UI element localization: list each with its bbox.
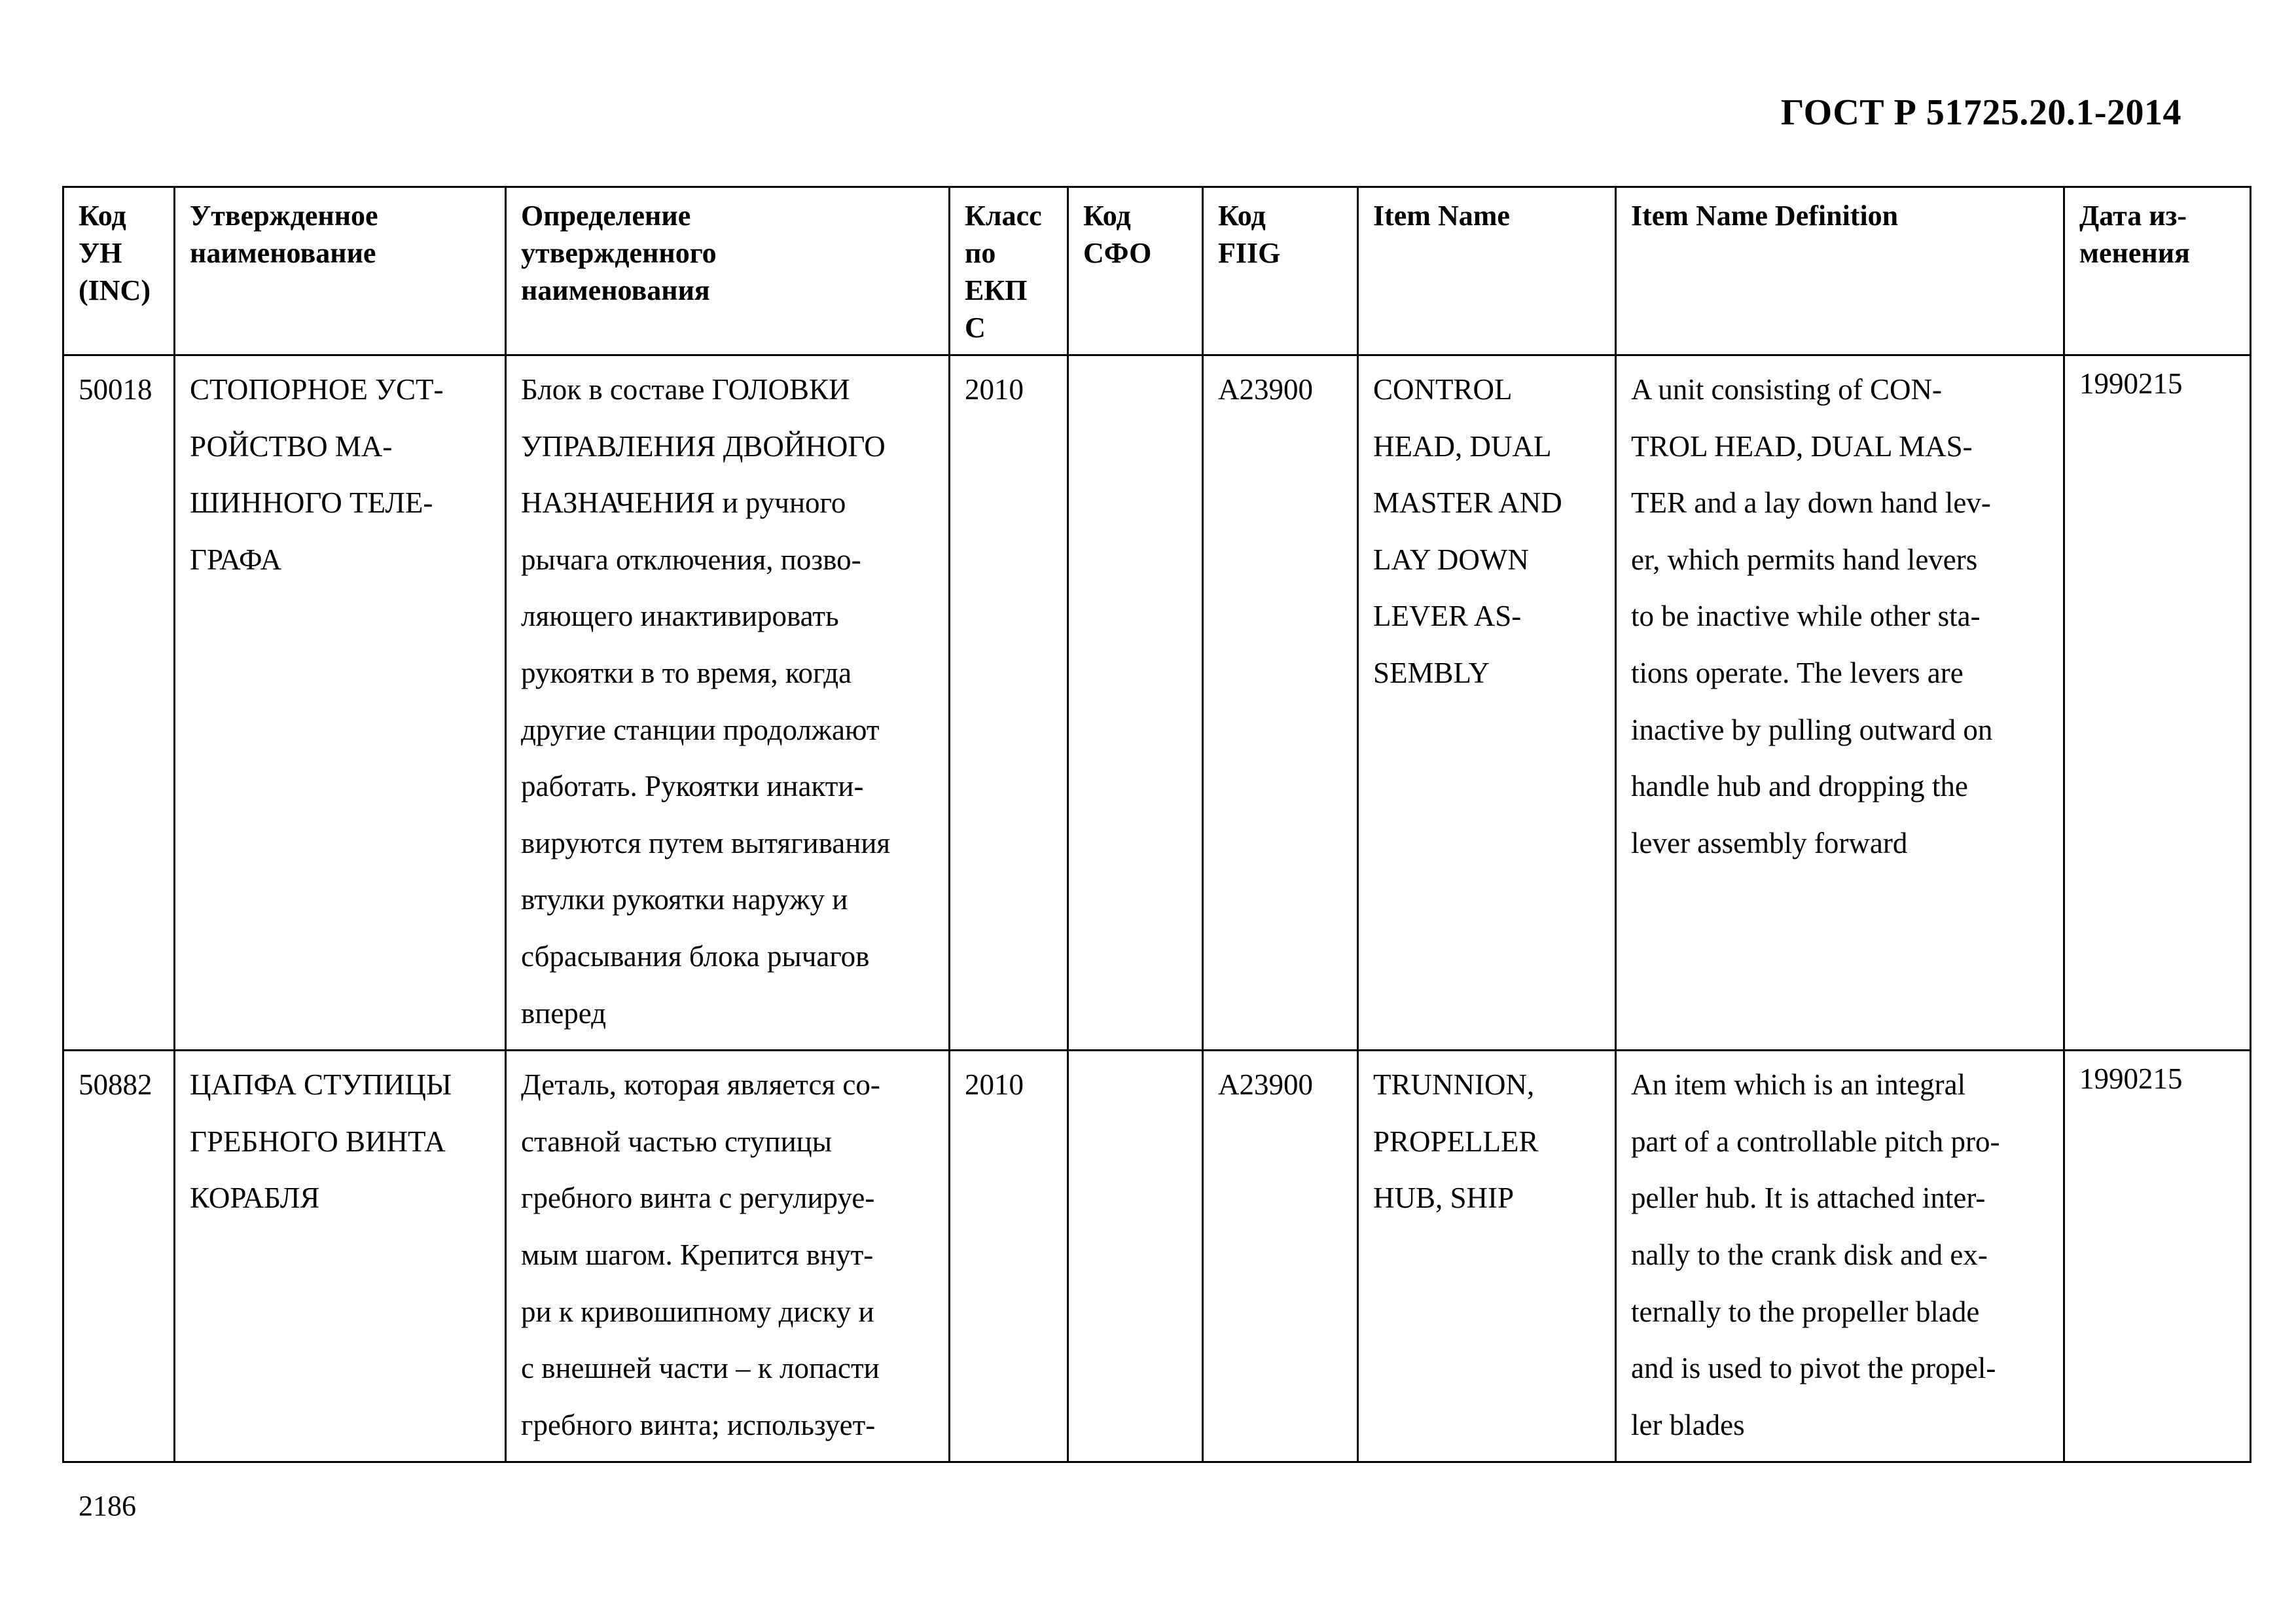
column-header-change-date: Дата из- менения — [2064, 187, 2251, 355]
table-row — [63, 1051, 2251, 1462]
cell-fiig-code: A23900 — [1203, 355, 1358, 1051]
cell-change-date: 1990215 — [2064, 355, 2251, 1051]
table-header-row — [63, 187, 2251, 355]
cell-sfo-code — [1068, 355, 1203, 1051]
column-header-approved-name: Утвержденное наименование — [175, 187, 506, 355]
cell-approved-name: СТОПОРНОЕ УСТ- РОЙСТВО МА- ШИННОГО ТЕЛЕ- ГРАФА — [175, 355, 506, 1051]
cell-item-name-definition: An item which is an integral part of a controllable pitch pro- peller hub. It is attached inter- nally to the crank disk and ex- ternally to the propeller blade and is used to pivot the propel- ler blades — [1616, 1051, 2064, 1462]
cell-class: 2010 — [950, 1051, 1068, 1462]
cell-definition: Деталь, которая является со- ставной частью ступицы гребного винта с регулируе- мым шагом. Крепится внут- ри к кривошипному диску и с внешней части – к лопасти гребного винта; использует- — [506, 1051, 950, 1462]
item-name-registry-table — [62, 186, 2251, 1463]
cell-approved-name: ЦАПФА СТУПИЦЫ ГРЕБНОГО ВИНТА КОРАБЛЯ — [175, 1051, 506, 1462]
cell-item-name: CONTROL HEAD, DUAL MASTER AND LAY DOWN LEVER AS- SEMBLY — [1358, 355, 1616, 1051]
column-header-inc: Код УН (INC) — [63, 187, 175, 355]
cell-class: 2010 — [950, 355, 1068, 1051]
table-row — [63, 355, 2251, 1051]
cell-item-name-definition: A unit consisting of CON- TROL HEAD, DUAL MAS- TER and a lay down hand lev- er, which permits hand levers to be inactive while other sta- tions operate. The levers are inactive by pulling outward on handle hub and dropping the lever assembly forward — [1616, 355, 2064, 1051]
cell-item-name: TRUNNION, PROPELLER HUB, SHIP — [1358, 1051, 1616, 1462]
cell-fiig-code: A23900 — [1203, 1051, 1358, 1462]
column-header-definition: Определение утвержденного наименования — [506, 187, 950, 355]
column-header-class: Класс по ЕКП С — [950, 187, 1068, 355]
cell-definition: Блок в составе ГОЛОВКИ УПРАВЛЕНИЯ ДВОЙНОГО НАЗНАЧЕНИЯ и ручного рычага отключения, позво- ляющего инактивировать рукоятки в то время, когда другие станции продолжают работать. Рукоятки инакти- вируются путем вытягивания втулки рукоятки наружу и сбрасывания блока рычагов вперед — [506, 355, 950, 1051]
cell-change-date: 1990215 — [2064, 1051, 2251, 1462]
column-header-sfo-code: Код СФО — [1068, 187, 1203, 355]
cell-inc: 50018 — [63, 355, 175, 1051]
column-header-fiig-code: Код FIIG — [1203, 187, 1358, 355]
cell-sfo-code — [1068, 1051, 1203, 1462]
column-header-item-name: Item Name — [1358, 187, 1616, 355]
document-code: ГОСТ Р 51725.20.1-2014 — [1780, 92, 2181, 133]
column-header-item-name-definition: Item Name Definition — [1616, 187, 2064, 355]
page-number: 2186 — [79, 1490, 136, 1522]
cell-inc: 50882 — [63, 1051, 175, 1462]
